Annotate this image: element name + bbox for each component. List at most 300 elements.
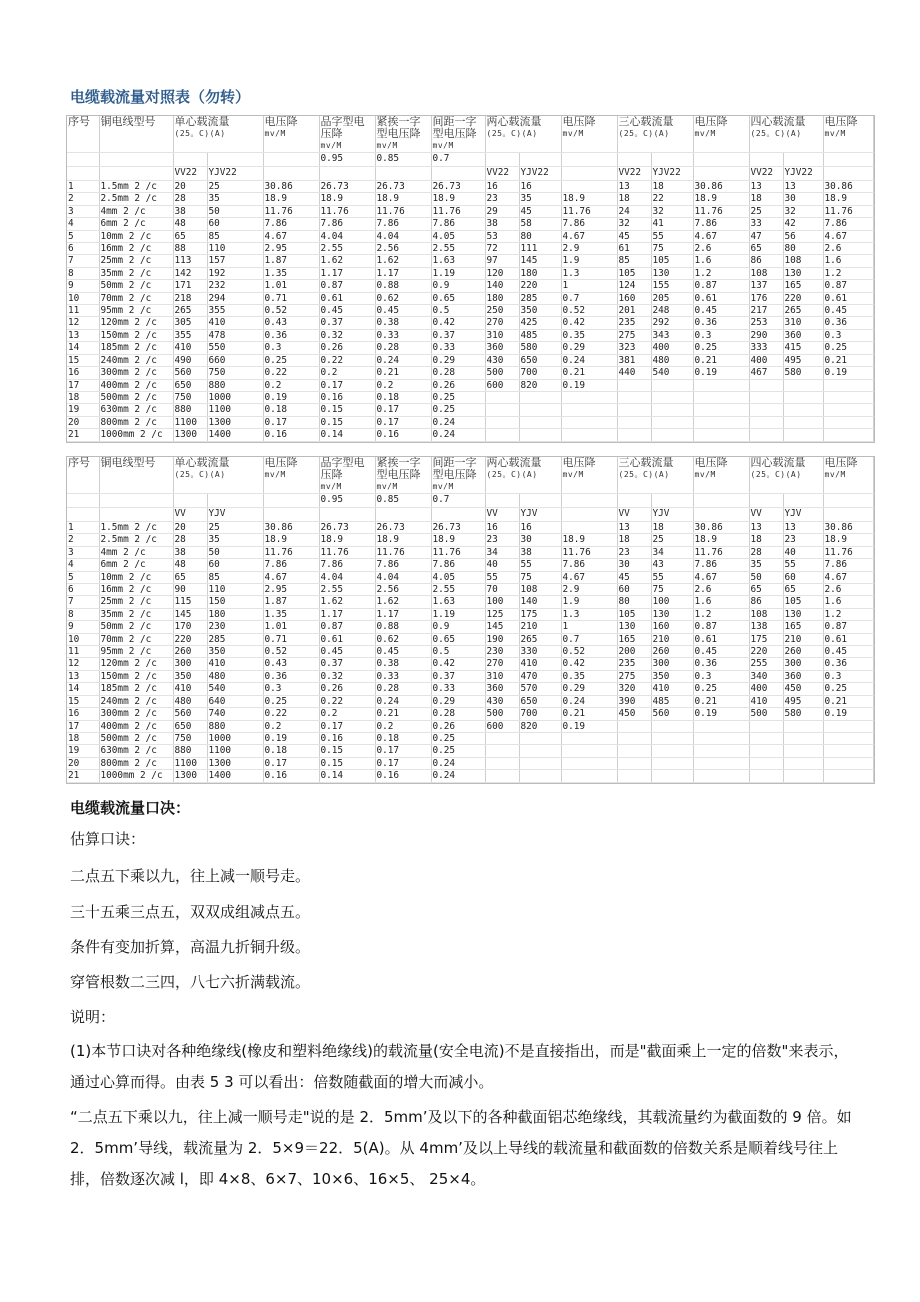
factor-cell [99,494,173,508]
table-cell: 7.86 [319,559,375,571]
table-cell [693,379,749,391]
table-cell: 440 [617,367,651,379]
table-cell: 560 [173,708,207,720]
table-cell: 0.65 [431,633,485,645]
table-cell: 0.17 [375,416,431,428]
table-cell: 255 [749,658,783,670]
table-cell: 7 [67,255,99,267]
table-cell: 1 [561,621,617,633]
table-cell: 410 [173,342,207,354]
table-cell: 355 [207,305,263,317]
header-single-core-unit: (25。C)(A) [174,129,226,138]
table-cell: 26.73 [431,522,485,534]
table-cell: 265 [519,633,561,645]
table-cell: 630mm 2 /c [99,404,173,416]
cable-type-cell [561,508,617,522]
table-cell: 0.26 [319,342,375,354]
table-cell: 7.86 [319,218,375,230]
table-cell: 0.3 [263,683,319,695]
table-cell: 0.26 [431,379,485,391]
table-cell: 0.22 [319,354,375,366]
header-flat-spaced-label: 间距一字型电压降 [432,116,477,140]
table-cell: 478 [207,329,263,341]
factor-cell: 0.95 [319,494,375,508]
table-cell: 8 [67,267,99,279]
table-cell: 7.86 [561,218,617,230]
table-cell: 13 [617,181,651,193]
table-cell [783,770,823,782]
table-cell: 0.5 [431,646,485,658]
table-cell [561,522,617,534]
table-cell: 14 [67,683,99,695]
factor-cell [519,494,561,508]
table-cell: 390 [617,695,651,707]
table-cell [617,770,651,782]
table-cell: 600 [485,720,519,732]
table-cell: 0.2 [319,708,375,720]
table-cell: 23 [783,534,823,546]
table-cell: 65 [783,584,823,596]
table-cell: 7.86 [693,559,749,571]
factor-cell [263,153,319,167]
table-cell: 18 [651,522,693,534]
table-cell: 41 [651,218,693,230]
table-cell: 9 [67,280,99,292]
table-cell: 0.32 [319,670,375,682]
table-cell: 305 [173,317,207,329]
table-cell: 0.16 [375,429,431,441]
table-cell [651,429,693,441]
table-cell: 14 [67,342,99,354]
table-cell: 85 [207,230,263,242]
table-cell: 0.36 [823,317,873,329]
table-cell: 0.36 [693,317,749,329]
table-cell: 30.86 [693,522,749,534]
table-cell: 2.55 [319,243,375,255]
table-cell: 1.62 [319,255,375,267]
table-cell: 381 [617,354,651,366]
table-cell: 400mm 2 /c [99,720,173,732]
table-cell: 500 [749,708,783,720]
table-cell: 0.37 [319,317,375,329]
table-cell: 140 [519,596,561,608]
factor-cell: 0.95 [319,153,375,167]
table-cell: 2.6 [823,584,873,596]
rhyme-line-3: 三十五乘三点五，双双成组减点五。 [70,903,311,921]
table-cell: 253 [749,317,783,329]
table-cell: 0.15 [319,745,375,757]
table-cell [693,720,749,732]
table-cell: 480 [173,695,207,707]
table-cell: 0.19 [823,708,873,720]
table-row [67,280,873,292]
header-two-core-drop-unit: mv/M [562,129,584,138]
table-cell: 0.28 [375,683,431,695]
factor-cell [783,494,823,508]
table-cell: 26.73 [319,522,375,534]
table-cell: 1400 [207,429,263,441]
table-cell: 35 [207,534,263,546]
header-index [67,116,99,153]
table-cell: 11.76 [431,205,485,217]
table-cell: 11.76 [263,205,319,217]
table-cell [693,745,749,757]
table-cell: 0.3 [693,670,749,682]
table-cell: 0.19 [561,720,617,732]
table-cell: 13 [67,329,99,341]
table-cell: 60 [207,218,263,230]
table-cell: 25 [651,534,693,546]
table-cell: 0.29 [561,683,617,695]
table-row [67,243,873,255]
table-cell: 205 [651,292,693,304]
table-cell: 0.52 [561,646,617,658]
table-cell: 10mm 2 /c [99,571,173,583]
table-cell: 218 [173,292,207,304]
table-cell [617,745,651,757]
table-cell [519,404,561,416]
header-voltage-drop [263,457,319,494]
table-cell: 1.9 [561,255,617,267]
table-cell: 108 [783,255,823,267]
table-cell: 310 [485,670,519,682]
table-cell: 20 [173,522,207,534]
table-cell [783,720,823,732]
table-cell: 0.5 [431,305,485,317]
cable-type-cell [67,167,99,181]
table-cell: 0.52 [263,646,319,658]
table-cell: 560 [651,708,693,720]
factor-cell [173,153,207,167]
table-cell: 1000 [207,391,263,403]
rhyme-line-5: 穿管根数二三四，八七六折满载流。 [70,973,311,991]
table-row [67,305,873,317]
table-cell: 0.3 [823,670,873,682]
factor-cell [485,494,519,508]
explanation-label: 说明： [70,1008,116,1026]
table-cell: 0.62 [375,633,431,645]
table-cell: 1.01 [263,280,319,292]
table-cell: 0.45 [375,646,431,658]
table-cell: 80 [617,596,651,608]
table-cell: 0.2 [263,379,319,391]
table-cell [561,181,617,193]
table-cell: 0.28 [375,342,431,354]
table-cell: 130 [617,621,651,633]
factor-cell [823,153,873,167]
table-cell: 2.9 [561,584,617,596]
factor-cell [485,153,519,167]
header-four-core-drop [823,116,873,153]
table-cell [749,391,783,403]
table-cell [783,416,823,428]
table-cell: 415 [783,342,823,354]
table-cell: 18.9 [375,534,431,546]
table-cell: 0.61 [823,633,873,645]
table-cell: 580 [519,342,561,354]
table-cell: 0.28 [431,708,485,720]
table-cell: 29 [485,205,519,217]
table-cell: 60 [617,584,651,596]
table-cell: 0.15 [319,757,375,769]
header-single-core [173,457,263,494]
header-cable-model [99,457,173,494]
header-trefoil-label: 品字型电压降 [320,116,365,140]
table-cell: 410 [749,695,783,707]
factor-cell [263,494,319,508]
header-index-label: 序号 [68,457,90,469]
table-cell: 750 [207,367,263,379]
table-row [67,379,873,391]
table-cell: 1.62 [319,596,375,608]
table-cell: 18.9 [823,534,873,546]
header-index [67,457,99,494]
table-cell: 350 [207,646,263,658]
table-cell: 25 [207,522,263,534]
cable-type-cell [263,167,319,181]
table-cell: 115 [173,596,207,608]
header-four-core-drop-unit: mv/M [824,470,846,479]
table-cell: 230 [485,646,519,658]
table-cell: 0.17 [263,757,319,769]
table-cell: 1100 [207,745,263,757]
table-cell: 4.05 [431,571,485,583]
table-cell: 26.73 [319,181,375,193]
table-cell [823,429,873,441]
table-cell: 0.38 [375,317,431,329]
table-cell: 248 [651,305,693,317]
table-cell: 540 [207,683,263,695]
table-cell: 650 [519,354,561,366]
table-cell: 21 [67,429,99,441]
table-cell: 500 [485,708,519,720]
table-cell: 235 [617,317,651,329]
header-flat-spaced [431,116,485,153]
table-cell [651,757,693,769]
table-cell: 300mm 2 /c [99,708,173,720]
table-cell: 11.76 [823,205,873,217]
table-cell: 0.21 [375,367,431,379]
table-cell: 0.2 [375,720,431,732]
table-cell: 0.9 [431,621,485,633]
table-cell: 18 [749,193,783,205]
cable-type-cell [67,508,99,522]
table-cell: 880 [173,404,207,416]
table-cell: 145 [485,621,519,633]
table-cell: 260 [651,646,693,658]
table-cell: 0.24 [431,770,485,782]
table-cell: 0.14 [319,429,375,441]
table-cell [561,391,617,403]
table-cell: 0.21 [693,695,749,707]
table-row [67,621,873,633]
cable-type-cell: YJV [651,508,693,522]
table-cell: 28 [173,193,207,205]
header-single-core [173,116,263,153]
table-cell: 38 [173,546,207,558]
table-cell: 175 [749,633,783,645]
table-cell: 1.35 [263,267,319,279]
table-cell: 0.35 [561,670,617,682]
table-cell: 235 [617,658,651,670]
table-cell: 0.45 [319,305,375,317]
table-cell: 360 [783,670,823,682]
table-cell: 7.86 [823,218,873,230]
table-cell: 1.01 [263,621,319,633]
table-row [67,329,873,341]
table-cell: 0.24 [431,429,485,441]
table-cell: 210 [519,621,561,633]
table-cell: 38 [485,218,519,230]
table-cell: 410 [207,658,263,670]
factor-cell [749,153,783,167]
header-three-core-drop [693,457,749,494]
table-cell [749,757,783,769]
table-cell: 70 [485,584,519,596]
table-cell: 88 [173,243,207,255]
table-cell: 210 [651,633,693,645]
table-cell: 0.42 [431,658,485,670]
table-cell: 65 [749,243,783,255]
table-row [67,596,873,608]
table-cell: 65 [749,584,783,596]
table-cell: 18 [67,391,99,403]
table-cell: 0.37 [431,329,485,341]
table-cell: 0.45 [693,305,749,317]
table-cell [561,404,617,416]
table-cell: 113 [173,255,207,267]
table-row [67,546,873,558]
table-cell: 2.6 [693,243,749,255]
table-cell: 124 [617,280,651,292]
table-cell: 0.25 [431,404,485,416]
table-cell: 45 [519,205,561,217]
factor-cell [693,153,749,167]
table-cell: 0.18 [263,404,319,416]
table-row [67,267,873,279]
table-cell: 16mm 2 /c [99,584,173,596]
table-cell: 32 [651,205,693,217]
table-cell: 120mm 2 /c [99,317,173,329]
cable-type-cell [99,508,173,522]
table-cell: 495 [783,695,823,707]
table-cell: 155 [651,280,693,292]
table-cell: 12 [67,658,99,670]
table-cell: 20 [67,757,99,769]
table-cell: 6 [67,243,99,255]
table-cell: 0.17 [263,416,319,428]
table-cell: 19 [67,404,99,416]
table-cell: 0.52 [561,305,617,317]
table-cell: 2 [67,193,99,205]
table-cell: 740 [207,708,263,720]
header-two-core [485,116,561,153]
header-voltage-drop-unit: mv/M [264,129,286,138]
table-cell: 2.56 [375,584,431,596]
table-cell: 2.9 [561,243,617,255]
table-cell: 285 [519,292,561,304]
table-cell [617,391,651,403]
table-row [67,429,873,441]
table-cell: 35 [519,193,561,205]
table-cell [783,404,823,416]
table-cell [749,745,783,757]
table-cell [485,404,519,416]
table-cell: 171 [173,280,207,292]
cable-type-cell [319,167,375,181]
table-cell: 30.86 [263,522,319,534]
table-row [67,354,873,366]
table-cell: 0.19 [263,391,319,403]
table-cell [693,732,749,744]
table-cell: 2.6 [693,584,749,596]
table-cell: 4mm 2 /c [99,546,173,558]
table-cell [561,732,617,744]
table-cell: 1.6 [823,255,873,267]
table-cell: 1.5mm 2 /c [99,181,173,193]
table-cell: 3 [67,546,99,558]
table-cell: 1.87 [263,596,319,608]
table-cell: 1400 [207,770,263,782]
table-row [67,695,873,707]
table-cell: 105 [651,255,693,267]
table-cell: 175 [519,608,561,620]
table-cell: 0.26 [431,720,485,732]
table-row [67,342,873,354]
table-cell: 1.17 [319,267,375,279]
table-cell: 240mm 2 /c [99,695,173,707]
table-cell: 11.76 [561,205,617,217]
table-cell: 4.04 [375,571,431,583]
table-cell: 30.86 [823,181,873,193]
factor-cell [67,494,99,508]
table-cell: 310 [485,329,519,341]
cable-type-cell [823,508,873,522]
table-cell: 18 [617,534,651,546]
table-cell: 200 [617,646,651,658]
table-cell: 30.86 [263,181,319,193]
table-cell: 50mm 2 /c [99,621,173,633]
table-cell [519,770,561,782]
factor-cell [207,494,263,508]
table-cell: 95mm 2 /c [99,305,173,317]
table-cell: 2.55 [431,243,485,255]
table-cell: 0.21 [823,354,873,366]
table-cell: 0.16 [263,770,319,782]
table-cell: 55 [651,230,693,242]
table-cell: 16 [485,181,519,193]
table-cell [651,745,693,757]
table-cell: 0.22 [319,695,375,707]
table-cell: 1.19 [431,267,485,279]
table-cell: 333 [749,342,783,354]
header-trefoil-label: 品字型电压降 [320,457,365,481]
table-cell: 0.19 [263,732,319,744]
table-cell: 45 [617,571,651,583]
header-four-core [749,457,823,494]
table-cell: 0.37 [319,658,375,670]
table2-grid [67,457,874,783]
header-index-label: 序号 [68,116,90,128]
table-cell: 95mm 2 /c [99,646,173,658]
table-cell: 0.3 [823,329,873,341]
table-cell: 0.21 [561,367,617,379]
table-cell: 26.73 [375,181,431,193]
table-cell: 80 [783,243,823,255]
table-cell: 50 [207,546,263,558]
table-cell: 180 [485,292,519,304]
header-flat-touching-label: 紧挨一字型电压降 [376,457,421,481]
